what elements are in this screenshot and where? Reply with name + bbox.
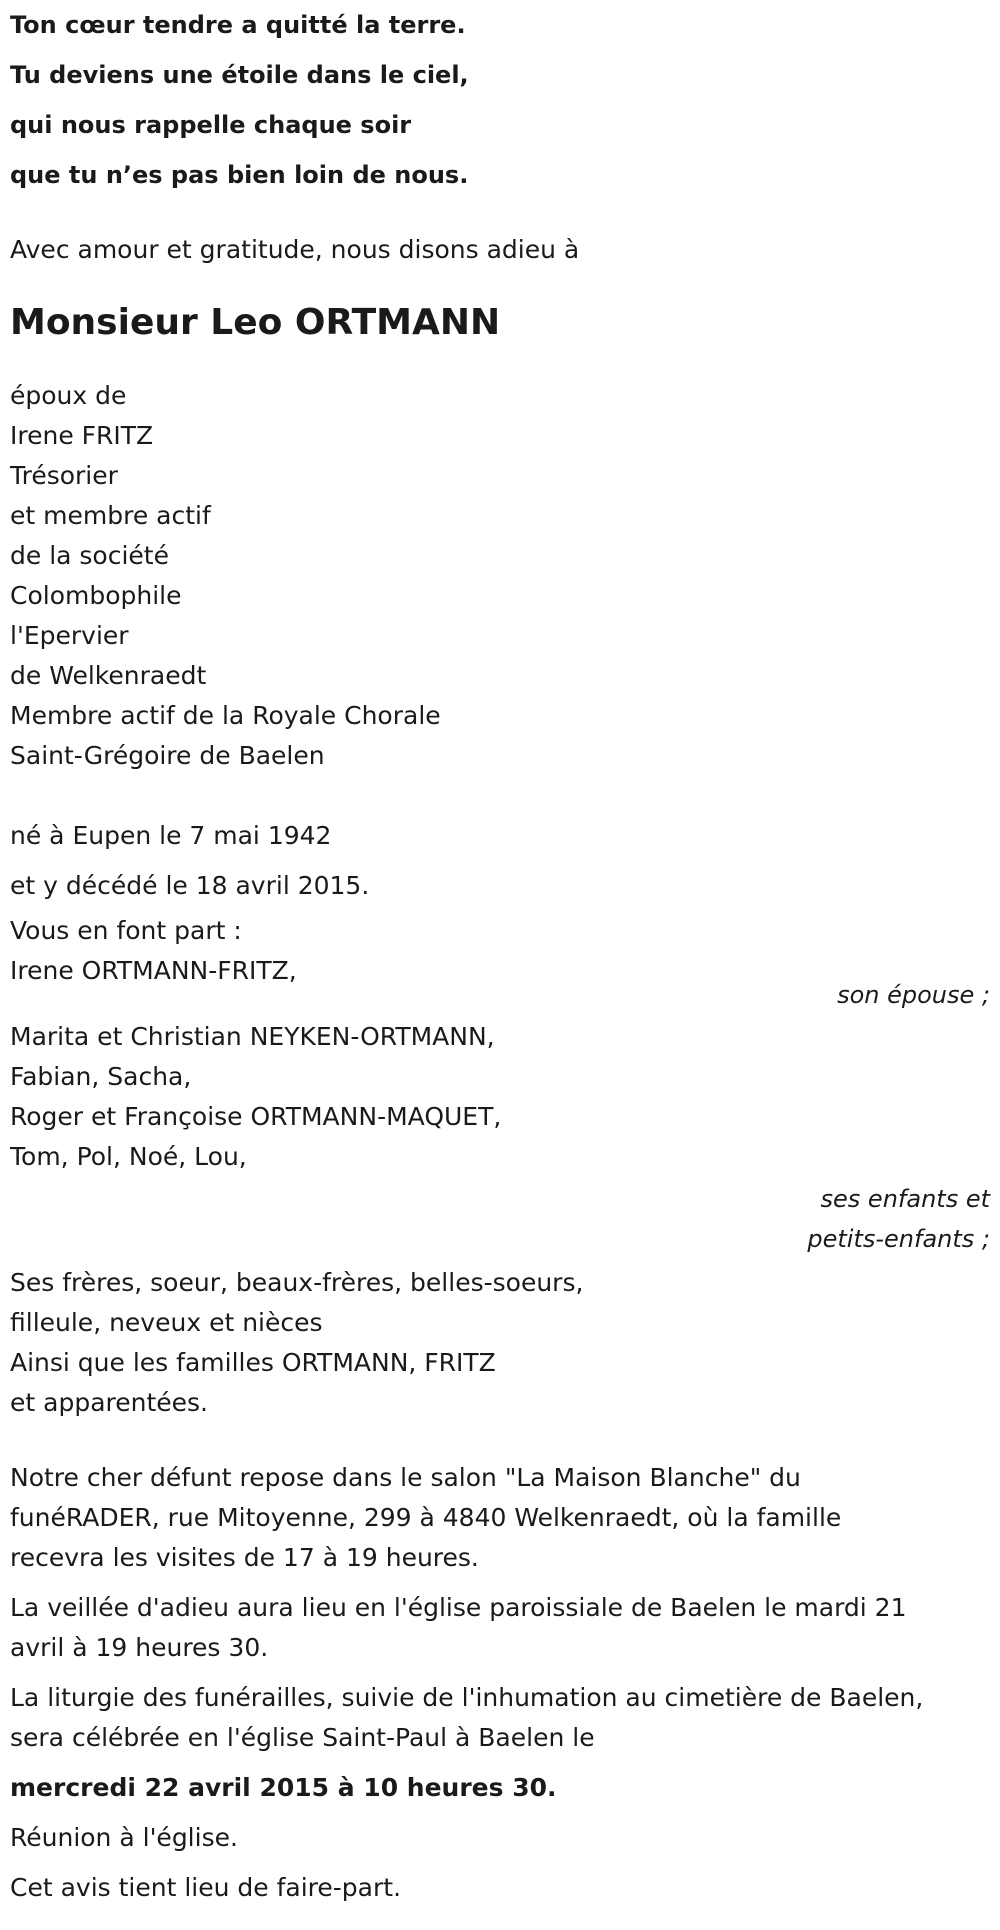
- visitation-paragraph: [10, 1458, 990, 1578]
- detail-line: Irene FRITZ: [10, 421, 154, 450]
- child-line: Tom, Pol, Noé, Lou,: [10, 1142, 247, 1171]
- liturgy-line: La liturgie des funérailles, suivie de l'inhumation au cimetière de Baelen,: [10, 1683, 924, 1712]
- detail-line: époux de: [10, 381, 127, 410]
- child-line: Roger et Françoise ORTMANN-MAQUET,: [10, 1102, 502, 1131]
- children-block: [10, 1017, 990, 1259]
- deceased-details: [10, 376, 990, 776]
- detail-line: l'Epervier: [10, 621, 129, 650]
- poem-line: que tu n’es pas bien loin de nous.: [10, 161, 469, 189]
- children-role: ses enfants et: [820, 1185, 990, 1213]
- relatives-line: filleule, neveux et nièces: [10, 1308, 323, 1337]
- detail-line: Saint-Grégoire de Baelen: [10, 741, 325, 770]
- poem: [10, 0, 990, 200]
- liturgy-paragraph: [10, 1678, 990, 1758]
- visitation-line: Notre cher défunt repose dans le salon "La Maison Blanche" du: [10, 1463, 801, 1492]
- vigil-line: avril à 19 heures 30.: [10, 1633, 269, 1662]
- child-line: Fabian, Sacha,: [10, 1062, 192, 1091]
- meeting-note: Réunion à l'église.: [10, 1823, 238, 1852]
- death-line: et y décédé le 18 avril 2015.: [10, 871, 370, 900]
- relatives-line: Ses frères, soeur, beaux-frères, belles-soeurs,: [10, 1268, 584, 1297]
- announce-line: Vous en font part :: [10, 916, 242, 945]
- vigil-paragraph: [10, 1588, 990, 1668]
- visitation-line: recevra les visites de 17 à 19 heures.: [10, 1543, 479, 1572]
- announcers: [10, 911, 990, 1015]
- poem-line: Tu deviens une étoile dans le ciel,: [10, 61, 469, 89]
- detail-line: de Welkenraedt: [10, 661, 207, 690]
- detail-line: Colombophile: [10, 581, 182, 610]
- child-line: Marita et Christian NEYKEN-ORTMANN,: [10, 1022, 495, 1051]
- detail-line: et membre actif: [10, 501, 211, 530]
- visitation-line: funéRADER, rue Mitoyenne, 299 à 4840 Welkenraedt, où la famille: [10, 1503, 842, 1532]
- children-role: petits-enfants ;: [807, 1225, 990, 1253]
- closing-note: Cet avis tient lieu de faire-part.: [10, 1873, 402, 1902]
- intro-text: Avec amour et gratitude, nous disons adieu à: [10, 235, 580, 264]
- detail-line: Membre actif de la Royale Chorale: [10, 701, 441, 730]
- liturgy-line: sera célébrée en l'église Saint-Paul à Baelen le: [10, 1723, 595, 1752]
- poem-line: Ton cœur tendre a quitté la terre.: [10, 11, 466, 39]
- relatives-block: [10, 1263, 990, 1423]
- vigil-line: La veillée d'adieu aura lieu en l'église paroissiale de Baelen le mardi 21: [10, 1593, 907, 1622]
- spouse-role: son épouse ;: [837, 981, 990, 1009]
- poem-line: qui nous rappelle chaque soir: [10, 111, 412, 139]
- relatives-line: Ainsi que les familles ORTMANN, FRITZ: [10, 1348, 496, 1377]
- obituary-notice: [10, 0, 990, 1908]
- funeral-date: mercredi 22 avril 2015 à 10 heures 30.: [10, 1773, 557, 1802]
- spouse-name: Irene ORTMANN-FRITZ,: [10, 956, 297, 985]
- birth-line: né à Eupen le 7 mai 1942: [10, 821, 332, 850]
- relatives-line: et apparentées.: [10, 1388, 208, 1417]
- deceased-name: Monsieur Leo ORTMANN: [10, 302, 501, 343]
- detail-line: Trésorier: [10, 461, 118, 490]
- detail-line: de la société: [10, 541, 169, 570]
- life-dates: [10, 811, 990, 911]
